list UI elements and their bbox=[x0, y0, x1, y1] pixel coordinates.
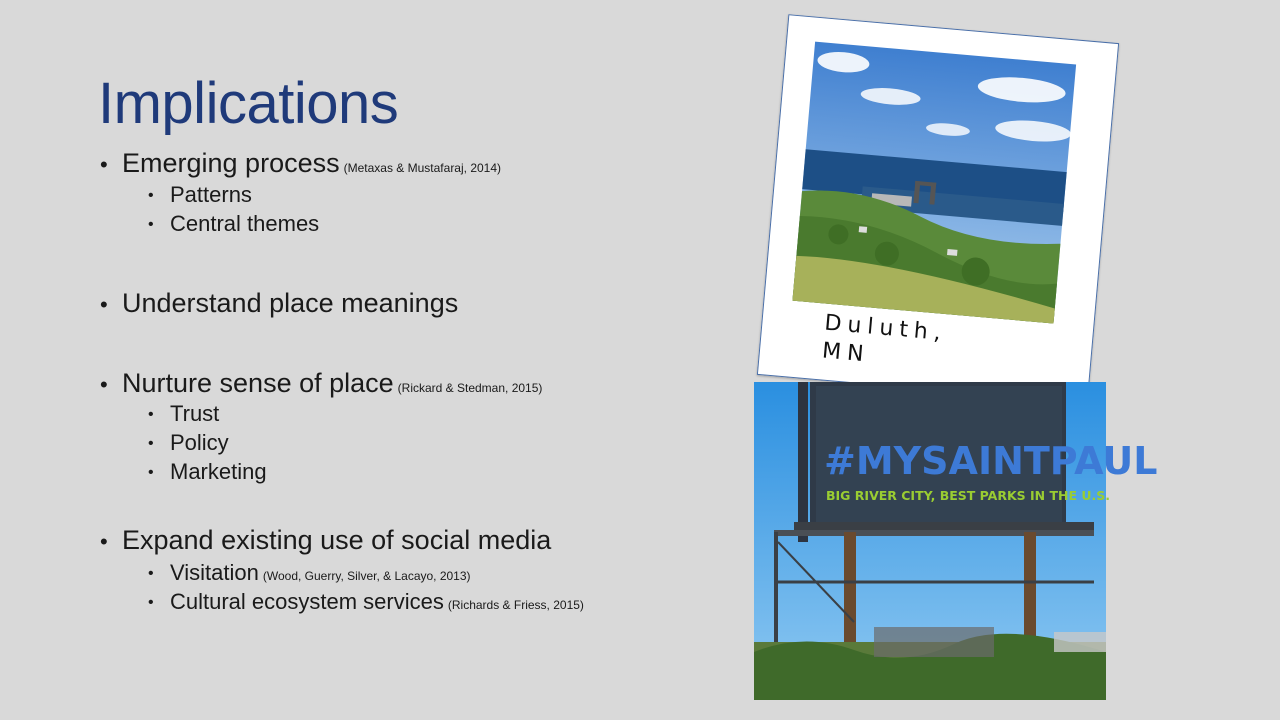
slide-title: Implications bbox=[98, 71, 399, 136]
bullet-dot-icon: • bbox=[148, 594, 154, 611]
citation: (Rickard & Stedman, 2015) bbox=[397, 381, 543, 395]
bullet-understand-place: • Understand place meanings bbox=[100, 288, 459, 318]
citation: (Wood, Guerry, Silver, & Lacayo, 2013) bbox=[262, 569, 471, 583]
duluth-harbor-photo bbox=[792, 42, 1076, 324]
bullet-patterns: • Patterns bbox=[148, 182, 252, 207]
bullet-policy: • Policy bbox=[148, 430, 229, 455]
bullet-dot-icon: • bbox=[148, 464, 154, 481]
bullet-dot-icon: • bbox=[100, 292, 108, 317]
saint-paul-billboard-photo bbox=[754, 382, 1158, 700]
bullet-marketing: • Marketing bbox=[148, 459, 267, 484]
bullet-expand-social: • Expand existing use of social media bbox=[100, 525, 552, 555]
bullet-nurture-sense: • Nurture sense of place (Rickard & Stedman, 2015) bbox=[100, 368, 543, 398]
bullet-dot-icon: • bbox=[148, 406, 154, 423]
bullet-dot-icon: • bbox=[100, 529, 108, 554]
bullet-dot-icon: • bbox=[100, 372, 108, 397]
citation: (Richards & Friess, 2015) bbox=[447, 598, 584, 612]
bullet-dot-icon: • bbox=[100, 152, 108, 177]
bullet-central-themes: • Central themes bbox=[148, 211, 320, 236]
bullet-emerging-process: • Emerging process (Metaxas & Mustafaraj, 2014) bbox=[100, 148, 502, 178]
bullet-cultural-ecosystem: • Cultural ecosystem services (Richards & Friess, 2015) bbox=[148, 589, 584, 614]
bullet-dot-icon: • bbox=[148, 565, 154, 582]
bullet-dot-icon: • bbox=[148, 216, 154, 233]
bullet-trust: • Trust bbox=[148, 401, 220, 426]
duluth-polaroid bbox=[757, 14, 1119, 404]
bullet-dot-icon: • bbox=[148, 187, 154, 204]
billboard-tagline: BIG RIVER CITY, BEST PARKS IN THE U.S. bbox=[826, 488, 1110, 503]
citation: (Metaxas & Mustafaraj, 2014) bbox=[343, 161, 502, 175]
bullet-dot-icon: • bbox=[148, 435, 154, 452]
billboard-hashtag: #MYSAINTPAUL bbox=[824, 439, 1158, 483]
bullet-visitation: • Visitation (Wood, Guerry, Silver, & Lacayo, 2013) bbox=[148, 560, 471, 585]
photo-caption: Duluth, MN bbox=[821, 310, 948, 368]
